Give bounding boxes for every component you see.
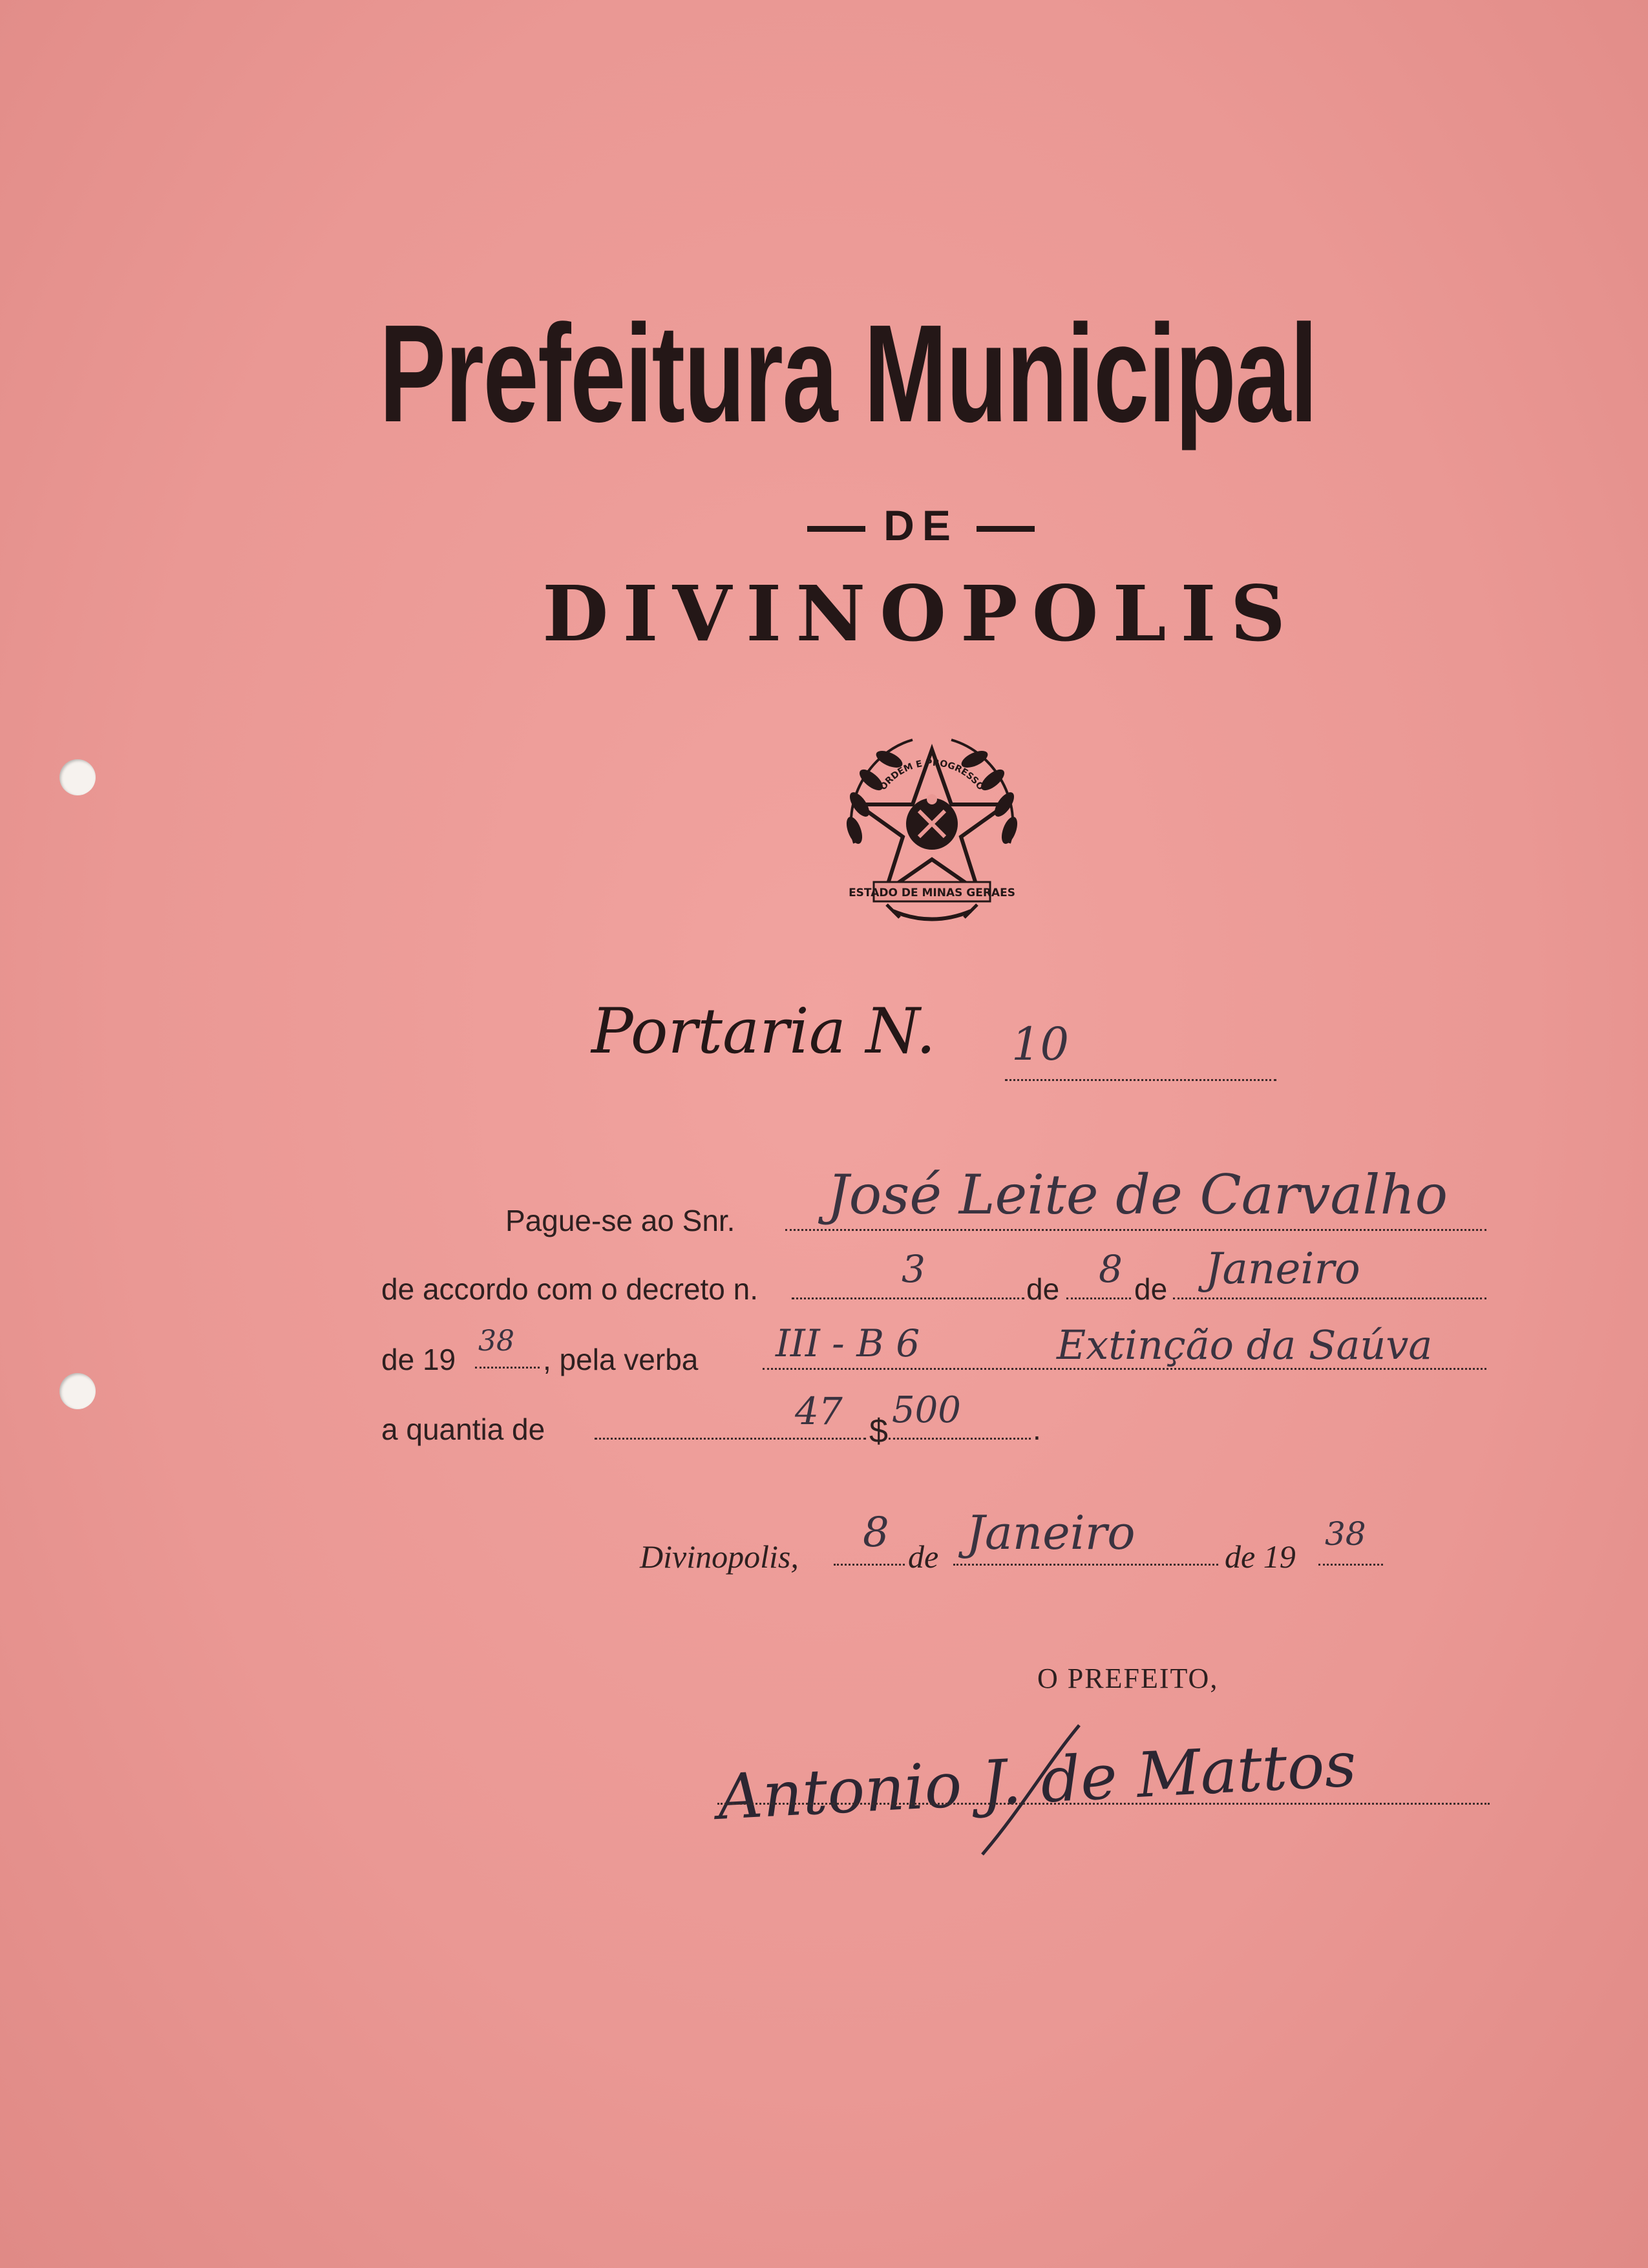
de-text-1: de [1026,1272,1060,1306]
quantia-main: 47 [795,1389,843,1433]
dash-left [807,526,865,532]
punch-hole [59,1373,96,1409]
header-title: Prefeitura Municipal [379,295,1317,451]
dash-right [977,526,1035,532]
verba-description: Extinção da Saúva [1057,1321,1433,1369]
header-city: DIVINOPOLIS [542,569,1300,658]
quantia-label: a quantia de [381,1412,545,1446]
seal-bottom-text: ESTADO DE MINAS GERAES [849,887,1015,899]
quantia-dotline-2 [889,1438,1031,1440]
quantia-cents: 500 [892,1389,961,1431]
dateline-year-dotline [1318,1564,1383,1566]
verba-dotline [763,1368,1486,1370]
dateline-month: Janeiro [966,1506,1136,1560]
signature-flourish-icon [711,1712,1357,1867]
quantia-dotline-1 [595,1438,866,1440]
punch-hole [59,759,96,795]
dateline-de: de [908,1538,939,1575]
year-prefix: de 19 [381,1343,456,1376]
de-text-2: de [1134,1272,1168,1306]
accordo-label: de accordo com o decreto n. [381,1272,758,1306]
portaria-number: 10 [1011,1018,1070,1071]
seal-top-text: ORDEM E PROGRESSO [878,757,986,793]
verba-code: III - B 6 [776,1321,920,1365]
decreto-number: 3 [902,1247,925,1291]
decreto-month: Janeiro [1205,1244,1360,1294]
portaria-dotline [1005,1079,1276,1081]
decreto-dotline [792,1297,1024,1299]
signature: Antonio J. de Mattos [715,1728,1358,1834]
dateline-day-dotline [834,1564,905,1566]
quantia-end: . [1033,1412,1041,1446]
dateline-day: 8 [863,1509,889,1557]
dateline-year-suffix: 38 [1325,1515,1366,1553]
decreto-day: 8 [1099,1247,1123,1291]
month-dotline [1173,1297,1486,1299]
coat-of-arms-icon [829,727,1035,934]
year-suffix: 38 [478,1325,514,1358]
year-dotline [475,1367,540,1369]
signature-dotline [717,1803,1490,1805]
payee-dotline [785,1229,1486,1231]
payee-name: José Leite de Carvalho [827,1163,1448,1226]
header-de [97,501,1648,550]
dateline-city: Divinopolis, [640,1538,799,1575]
dateline-month-dotline [953,1564,1218,1566]
day-dotline [1066,1297,1131,1299]
dateline-year-prefix: de 19 [1225,1538,1296,1575]
portaria-label: Portaria N. [591,995,936,1067]
header-de-text: DE [883,501,958,549]
quantia-sign: $ [869,1412,888,1450]
pague-label: Pague-se ao Snr. [505,1204,735,1237]
prefeito-title: O PREFEITO, [1037,1663,1219,1694]
verba-label: , pela verba [543,1343,699,1376]
